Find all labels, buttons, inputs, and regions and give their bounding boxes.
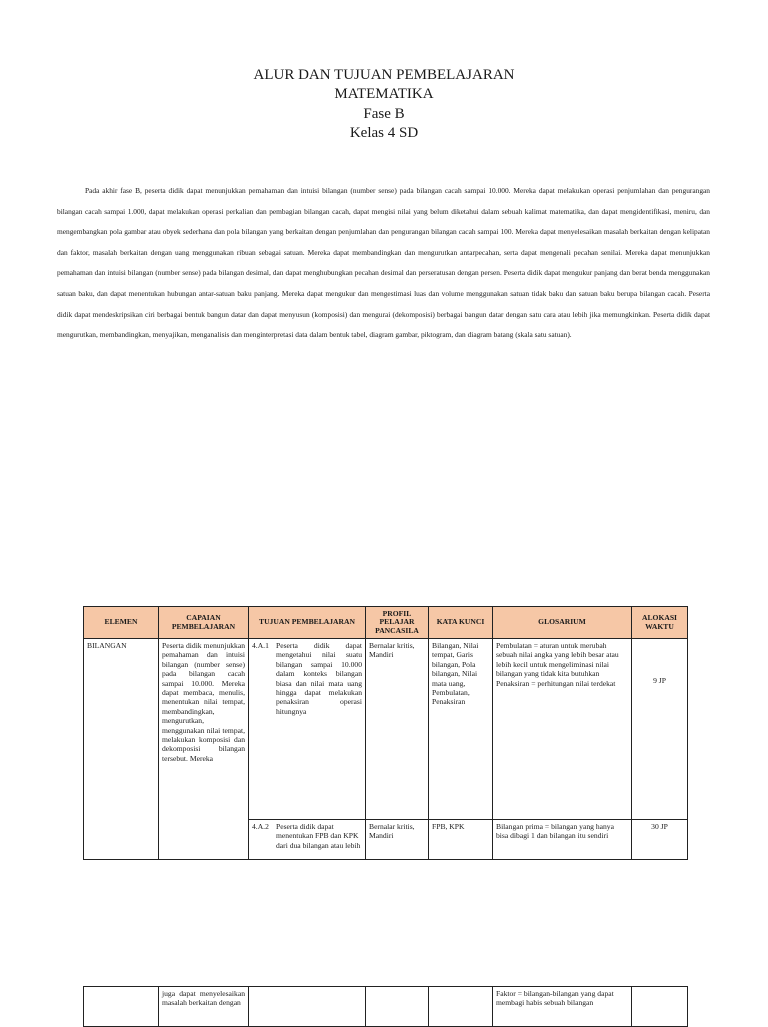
cell-profil: Bernalar kritis, Mandiri	[366, 639, 429, 820]
cell-tujuan	[249, 987, 366, 1027]
cell-glosarium: Pembulatan = aturan untuk merubah sebuah nilai angka yang lebih besar atau lebih kecil untuk mengeliminasi nilai bilangan yang tidak kita butuhkan Penaksiran = perhitungan nilai terdekat	[493, 639, 632, 820]
cell-glosarium: Bilangan prima = bilangan yang hanya bisa dibagi 1 dan bilangan itu sendiri	[493, 820, 632, 860]
learning-objectives-table-continued	[83, 986, 688, 1027]
cell-kata-kunci: FPB, KPK	[429, 820, 493, 860]
intro-paragraph: Pada akhir fase B, peserta didik dapat menunjukkan pemahaman dan intuisi bilangan (number sense) pada bilangan cacah sampai 10.000. Mereka dapat melakukan operasi penjumlahan dan pengurangan bilangan cacah sampai 1.000, dapat melakukan operasi perkalian dan pembagian bilangan cacah, dapat mengisi nilai yang belum diketahui dalam sebuah kalimat matematika, dan dapat mengidentifikasi, meniru, dan mengembangkan pola gambar atau obyek sederhana dan pola bilangan yang berkaitan dengan penjumlahan dan pengurangan bilangan cacah sampai 100. Mereka dapat menyelesaikan masalah berkaitan dengan kelipatan dan faktor, masalah berkaitan dengan uang menggunakan ribuan sebagai satuan. Mereka dapat membandingkan dan mengurutkan antarpecahan, serta dapat mengenali pecahan senilai. Mereka dapat menunjukkan pemahaman dan intuisi bilangan (number sense) pada bilangan desimal, dan dapat menghubungkan pecahan desimal dan perseratusan dengan persen. Peserta didik dapat mengukur panjang dan berat benda menggunakan satuan baku, dan dapat menentukan hubungan antar-satuan baku panjang. Mereka dapat mengukur dan mengestimasi luas dan volume menggunakan satuan tidak baku dan satuan baku berupa bilangan cacah. Peserta didik dapat mendeskripsikan ciri berbagai bentuk bangun datar dan dapat menyusun (komposisi) dan mengurai (dekomposisi) berbagai bangun datar dengan satu cara atau lebih jika memungkinkan. Peserta didik dapat mengurutkan, membandingkan, menyajikan, menganalisis dan menginterpretasi data dalam bentuk tabel, diagram gambar, piktogram, dan diagram batang (skala satu satuan).	[57, 186, 710, 340]
tujuan-text: Peserta didik dapat mengetahui nilai suatu bilangan sampai 10.000 dalam konteks bilangan biasa dan nilai mata uang hingga dapat melakukan penaksiran operasi hitungnya	[276, 641, 362, 716]
table-header-row	[84, 607, 688, 639]
document-grade: Kelas 4 SD	[349, 125, 419, 141]
header-tujuan: TUJUAN PEMBELAJARAN	[249, 607, 366, 639]
cell-elemen	[84, 987, 159, 1027]
document-phase: Fase B	[363, 106, 405, 122]
table-row	[84, 639, 688, 820]
tujuan-code: 4.A.2	[252, 822, 269, 831]
document-title: ALUR DAN TUJUAN PEMBELAJARAN	[253, 67, 515, 83]
header-elemen: ELEMEN	[84, 607, 159, 639]
tujuan-text: Peserta didik dapat menentukan FPB dan KPK dari dua bilangan atau lebih	[276, 822, 361, 850]
cell-profil: Bernalar kritis, Mandiri	[366, 820, 429, 860]
cell-glosarium: Faktor = bilangan-bilangan yang dapat membagi habis sebuah bilangan	[493, 987, 632, 1027]
cell-capaian: Peserta didik menunjukkan pemahaman dan intuisi bilangan (number sense) pada bilangan cacah sampai 10.000. Mereka dapat membaca, menulis, menentukan nilai tempat, membandingkan, mengurutkan, menggunakan nilai tempat, melakukan komposisi dan dekomposisi bilangan tersebut. Mereka	[159, 639, 249, 860]
tujuan-code: 4.A.1	[252, 641, 269, 650]
cell-tujuan	[249, 639, 366, 820]
cell-elemen: BILANGAN	[84, 639, 159, 860]
document-subject: MATEMATIKA	[334, 86, 434, 102]
cell-kata-kunci: Bilangan, Nilai tempat, Garis bilangan, Pola bilangan, Nilai mata uang, Pembulatan, Penaksiran	[429, 639, 493, 820]
cell-capaian: juga dapat menyelesaikan masalah berkaitan dengan	[159, 987, 249, 1027]
header-profil: PROFIL PELAJAR PANCASILA	[366, 607, 429, 639]
cell-tujuan	[249, 820, 366, 860]
cell-profil	[366, 987, 429, 1027]
header-kata-kunci: KATA KUNCI	[429, 607, 493, 639]
table-row	[84, 987, 688, 1027]
header-capaian: CAPAIAN PEMBELAJARAN	[159, 607, 249, 639]
cell-alokasi: 9 JP	[632, 639, 688, 820]
cell-kata-kunci	[429, 987, 493, 1027]
header-alokasi: ALOKASI WAKTU	[632, 607, 688, 639]
cell-alokasi: 30 JP	[632, 820, 688, 860]
cell-alokasi	[632, 987, 688, 1027]
header-glosarium: GLOSARIUM	[493, 607, 632, 639]
learning-objectives-table	[83, 606, 688, 860]
